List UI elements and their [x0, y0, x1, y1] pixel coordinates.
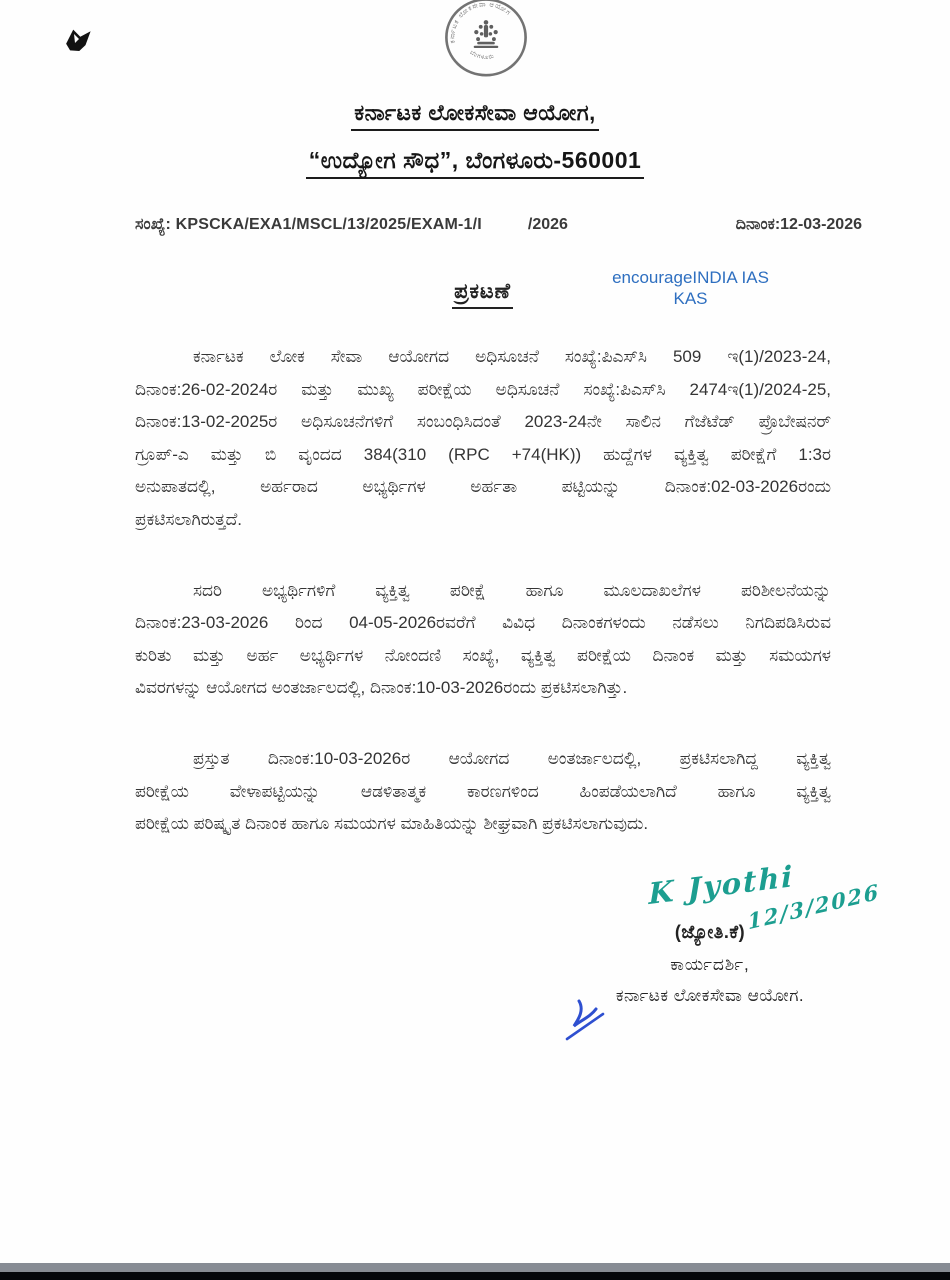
paragraph-line: ಪರೀಕ್ಷೆಯ ಪರಿಷ್ಕೃತ ದಿನಾಂಕ ಹಾಗೂ ಸಮಯಗಳ ಮಾಹಿತಿಯನ್ನು ಶೀಘ್ರವಾಗಿ ಪ್ರಕಟಿಸಲಾಗುವುದು. — [135, 814, 649, 834]
watermark-line2: KAS — [673, 289, 708, 308]
header-address-text: “ಉದ್ಯೋಗ ಸೌಧ”, ಬೆಂಗಳೂರು-560001 — [306, 147, 645, 179]
paragraph-line: ಗ್ರೂಪ್-ಎ ಮತ್ತು ಬಿ ವೃಂದದ 384(310 (RPC +74(HK)) ಹುದ್ದೆಗಳ ವ್ಯಕ್ತಿತ್ವ ಪರೀಕ್ಷೆಗೆ 1:3ರ — [135, 444, 831, 464]
paragraph — [135, 575, 831, 705]
pen-flourish-mark — [563, 997, 613, 1047]
ink-smudge-mark — [62, 26, 96, 58]
handwritten-signature-date: 12/3/2026 — [746, 878, 881, 935]
paragraph — [135, 341, 831, 537]
paragraph-line: ಪರೀಕ್ಷೆಯ ವೇಳಾಪಟ್ಟಿಯನ್ನು ಆಡಳಿತಾತ್ಮಕ ಕಾರಣಗಳಿಂದ ಹಿಂಪಡೆಯಲಾಗಿದೆ ಹಾಗೂ ವ್ಯಕ್ತಿತ್ವ — [135, 781, 831, 801]
bottom-grey-bar — [0, 1263, 950, 1272]
reference-date: ದಿನಾಂಕ:12-03-2026 — [735, 216, 862, 233]
watermark — [598, 267, 783, 309]
paragraph-line: ದಿನಾಂಕ:23-03-2026 ರಿಂದ 04-05-2026ರವರೆಗೆ ವಿವಿಧ ದಿನಾಂಕಗಳಂದು ನಡೆಸಲು ನಿಗದಿಪಡಿಸಿರುವ — [135, 613, 831, 633]
body-paragraphs — [135, 341, 831, 879]
handwritten-signature: K Jyothi — [648, 858, 795, 912]
paragraph — [135, 743, 831, 841]
paragraph-line: ಕರ್ನಾಟಕ ಲೋಕ ಸೇವಾ ಆಯೋಗದ ಅಧಿಸೂಚನೆ ಸಂಖ್ಯೆ:ಪಿಎಸ್‌ಸಿ 509 ಇ(1)/2023-24, — [193, 347, 831, 366]
header-organization — [0, 100, 950, 131]
bottom-black-bar — [0, 1272, 950, 1280]
paragraph-line: ಸದರಿ ಅಭ್ಯರ್ಥಿಗಳಿಗೆ ವ್ಯಕ್ತಿತ್ವ ಪರೀಕ್ಷೆ ಹಾಗೂ ಮೂಲದಾಖಲೆಗಳ ಪರಿಶೀಲನೆಯನ್ನು — [193, 580, 831, 600]
paragraph-line: ಕುರಿತು ಮತ್ತು ಅರ್ಹ ಅಭ್ಯರ್ಥಿಗಳ ನೋಂದಣಿ ಸಂಖ್ಯೆ, ವ್ಯಕ್ತಿತ್ವ ಪರೀಕ್ಷೆಯ ದಿನಾಂಕ ಮತ್ತು ಸಮಯಗಳ — [135, 645, 831, 665]
signatory-printed-name: (ಜ್ಯೋತಿ.ಕೆ) — [674, 922, 746, 942]
paragraph-line: ವಿವರಗಳನ್ನು ಆಯೋಗದ ಅಂತರ್ಜಾಲದಲ್ಲಿ, ದಿನಾಂಕ:10-03-2026ರಂದು ಪ್ರಕಟಿಸಲಾಗಿತ್ತು. — [135, 678, 628, 698]
signatory-organization: ಕರ್ನಾಟಕ ಲೋಕಸೇವಾ ಆಯೋಗ. — [615, 986, 805, 1005]
paragraph-line: ದಿನಾಂಕ:13-02-2025ರ ಅಧಿಸೂಚನೆಗಳಿಗೆ ಸಂಬಂಧಿಸಿದಂತೆ 2023-24ನೇ ಸಾಲಿನ ಗೆಜೆಟೆಡ್ ಪ್ರೊಬೇಷನರ್ — [135, 412, 831, 432]
reference-number: ಸಂಖ್ಯೆ: KPSCKA/EXA1/MSCL/13/2025/EXAM-1/I — [135, 216, 482, 233]
svg-text:ಬೆಂಗಳೂರು — [469, 49, 496, 61]
svg-text:ಕರ್ನಾಟಕ ಲೋಕಸೇವಾ ಆಯೋಗ — [449, 1, 512, 44]
header-organization-text: ಕರ್ನಾಟಕ ಲೋಕಸೇವಾ ಆಯೋಗ, — [351, 100, 599, 131]
kpsc-round-seal — [438, 0, 534, 84]
notice-title: ಪ್ರಕಟಣೆ — [452, 280, 513, 309]
header-address — [0, 147, 950, 179]
watermark-line1: encourageINDIA IAS — [612, 268, 769, 287]
signatory-designation: ಕಾರ್ಯದರ್ಶಿ, — [670, 955, 750, 974]
paragraph-line: ಅನುಪಾತದಲ್ಲಿ, ಅರ್ಹರಾದ ಅಭ್ಯರ್ಥಿಗಳ ಅರ್ಹತಾ ಪಟ್ಟಿಯನ್ನು ದಿನಾಂಕ:02-03-2026ರಂದು — [135, 477, 831, 497]
seal-arc-top-text: ಕರ್ನಾಟಕ ಲೋಕಸೇವಾ ಆಯೋಗ — [448, 0, 512, 44]
paragraph-line: ದಿನಾಂಕ:26-02-2024ರ ಮತ್ತು ಮುಖ್ಯ ಪರೀಕ್ಷೆಯ ಅಧಿಸೂಚನೆ ಸಂಖ್ಯೆ:ಪಿಎಸ್‌ಸಿ 2474ಇ(1)/2024-25, — [135, 379, 831, 399]
reference-number-suffix: /2026 — [527, 216, 568, 233]
paragraph-line: ಪ್ರಸ್ತುತ ದಿನಾಂಕ:10-03-2026ರ ಆಯೋಗದ ಅಂತರ್ಜಾಲದಲ್ಲಿ, ಪ್ರಕಟಿಸಲಾಗಿದ್ದ ವ್ಯಕ್ತಿತ್ವ — [193, 748, 831, 768]
seal-arc-bottom-text: ಬೆಂಗಳೂರು — [468, 48, 496, 62]
seal-emblem — [474, 20, 499, 48]
paragraph-line: ಪ್ರಕಟಿಸಲಾಗಿರುತ್ತದೆ. — [135, 509, 242, 529]
reference-row — [135, 216, 862, 234]
